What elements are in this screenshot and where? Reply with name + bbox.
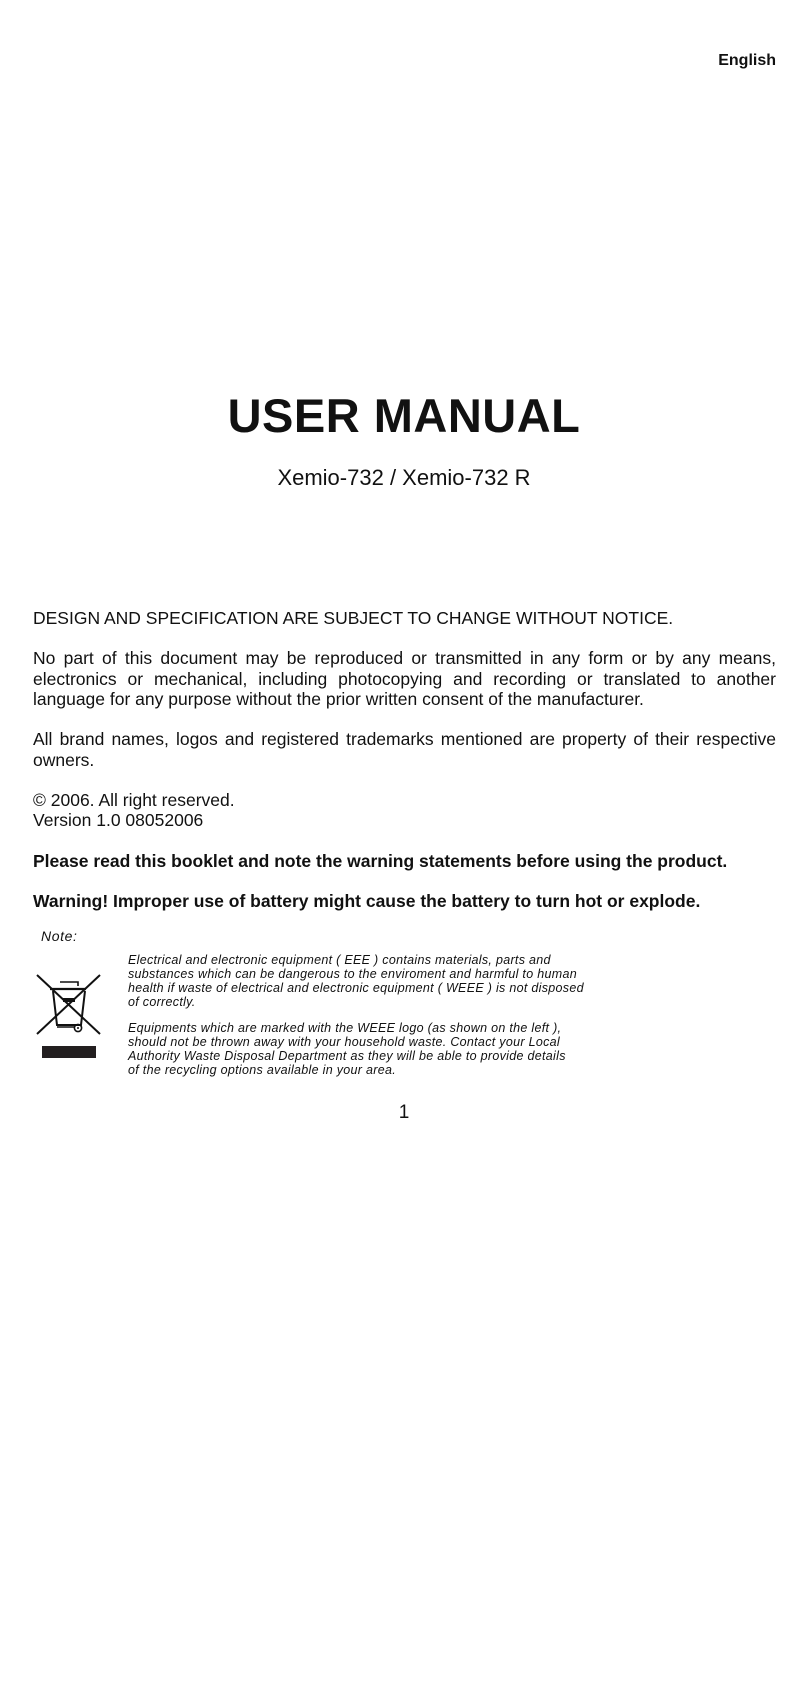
specification-disclaimer: DESIGN AND SPECIFICATION ARE SUBJECT TO CHANGE WITHOUT NOTICE.	[33, 608, 674, 628]
note-label: Note:	[41, 928, 78, 944]
read-booklet-warning: Please read this booklet and note the warning statements before using the product.	[33, 851, 728, 871]
battery-warning: Warning! Improper use of battery might cause the battery to turn hot or explode.	[33, 891, 701, 911]
page-number: 1	[398, 1102, 410, 1123]
version-line: Version 1.0 08052006	[33, 810, 204, 830]
manual-title: USER MANUAL	[227, 389, 581, 442]
reproduction-notice: No part of this document may be reproduced or transmitted in any form or by any means, electronics or mechanical, including photocopying and recording or translated to another language for any purpose without the prior written consent of the manufacturer.	[33, 648, 776, 709]
language-label: English	[718, 52, 776, 69]
trademark-notice: All brand names, logos and registered trademarks mentioned are property of their respective owners.	[33, 729, 776, 770]
copyright-line: © 2006. All right reserved.	[33, 790, 235, 810]
weee-note-paragraph-2: Equipments which are marked with the WEEE logo (as shown on the left ), should not be thrown away with your household waste. Contact your Local Authority Waste Disposal Department as they will be able to provide details of the recycling options available in your area.	[128, 1021, 566, 1077]
weee-crossed-bin-icon	[34, 972, 104, 1062]
model-subtitle: Xemio-732 / Xemio-732 R	[277, 465, 531, 490]
weee-note-paragraph-1: Electrical and electronic equipment ( EEE ) contains materials, parts and substances which can be dangerous to the enviroment and harmful to human health if waste of electrical and electronic equipment ( WEEE ) is not disposed of correctly.	[128, 953, 584, 1009]
